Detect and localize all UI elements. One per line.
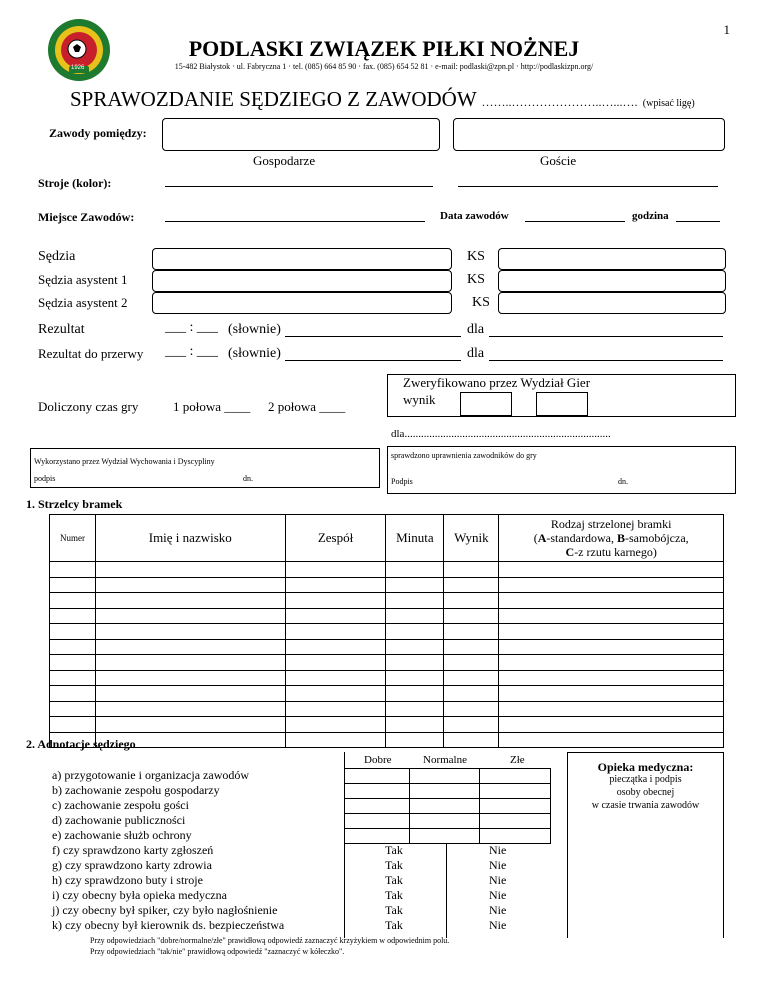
rating-row: [345, 769, 551, 784]
time-label: godzina: [632, 210, 669, 222]
table-cell[interactable]: [499, 562, 724, 578]
rating-cell[interactable]: [345, 769, 410, 784]
yes-option[interactable]: Tak: [385, 843, 403, 857]
note-item: h) czy sprawdzono buty i stroje: [52, 873, 203, 887]
table-cell[interactable]: [50, 624, 96, 640]
header-score: Wynik: [444, 515, 499, 562]
note-item: g) czy sprawdzono karty zdrowia: [52, 858, 212, 872]
table-cell[interactable]: [386, 577, 444, 593]
table-cell[interactable]: [285, 701, 386, 717]
result-score[interactable]: ___ : ___: [165, 320, 218, 335]
table-cell[interactable]: [285, 670, 386, 686]
table-cell[interactable]: [444, 593, 499, 609]
eligibility-sign: Podpis: [391, 477, 413, 486]
table-cell[interactable]: [386, 593, 444, 609]
assistant1-ks-field[interactable]: [498, 270, 726, 292]
kits-label: Stroje (kolor):: [38, 176, 112, 190]
rating-cell[interactable]: [409, 799, 480, 814]
yes-option[interactable]: Tak: [385, 873, 403, 887]
verified-line2: wynik: [403, 392, 436, 407]
referee-ks-field[interactable]: [498, 248, 726, 270]
table-cell[interactable]: [285, 732, 386, 748]
table-cell[interactable]: [444, 717, 499, 733]
no-option[interactable]: Nie: [489, 903, 507, 917]
note-item: a) przygotowanie i organizacja zawodów: [52, 768, 250, 782]
table-cell[interactable]: [285, 577, 386, 593]
rating-cell[interactable]: [345, 814, 410, 829]
half-result-for-label: dla: [467, 346, 485, 361]
report-title: [70, 87, 695, 112]
discipline-text: Wykorzystano przez Wydział Wychowania i Dyscypliny: [34, 457, 215, 466]
medical-line1: pieczątka i podpis: [609, 774, 682, 785]
table-cell[interactable]: [386, 701, 444, 717]
venue-label: Miejsce Zawodów:: [38, 210, 135, 224]
rating-row: [345, 799, 551, 814]
table-cell[interactable]: [444, 577, 499, 593]
table-cell[interactable]: [444, 562, 499, 578]
home-label: Gospodarze: [253, 153, 316, 168]
table-cell[interactable]: [285, 608, 386, 624]
table-cell[interactable]: [386, 655, 444, 671]
half-result-label: Rezultat do przerwy: [38, 346, 144, 361]
rating-cell[interactable]: [480, 799, 551, 814]
table-cell[interactable]: [499, 593, 724, 609]
table-cell[interactable]: [499, 732, 724, 748]
medical-line3: w czasie trwania zawodów: [591, 800, 700, 811]
discipline-dn: dn.: [243, 474, 253, 483]
assistant1-ks-label: KS: [467, 272, 485, 287]
home-team-field[interactable]: [162, 118, 440, 151]
note-item: c) zachowanie zespołu gości: [52, 798, 189, 812]
note-item: d) zachowanie publiczności: [52, 813, 186, 827]
table-cell[interactable]: [386, 562, 444, 578]
logo-text: [47, 18, 64, 19]
table-cell[interactable]: [95, 624, 285, 640]
table-cell[interactable]: [285, 562, 386, 578]
table-cell[interactable]: [95, 686, 285, 702]
home-kit-field[interactable]: [165, 186, 433, 187]
first-half-added[interactable]: 1 połowa ____: [173, 399, 251, 414]
table-cell[interactable]: [95, 655, 285, 671]
verified-score-home[interactable]: [460, 392, 512, 416]
table-row: [50, 577, 724, 593]
rating-row: [345, 814, 551, 829]
table-cell[interactable]: [386, 686, 444, 702]
table-cell[interactable]: [386, 639, 444, 655]
table-cell[interactable]: [444, 608, 499, 624]
scorers-section-title: 1. Strzelcy bramek: [26, 497, 123, 511]
rating-cell[interactable]: [480, 784, 551, 799]
table-cell[interactable]: [50, 686, 96, 702]
yes-option[interactable]: Tak: [385, 918, 403, 932]
goal-type-b: B: [617, 531, 626, 545]
table-cell[interactable]: [386, 608, 444, 624]
table-cell[interactable]: [285, 686, 386, 702]
table-cell[interactable]: [50, 655, 96, 671]
rating-cell[interactable]: [480, 829, 551, 844]
table-cell[interactable]: [50, 608, 96, 624]
yes-option[interactable]: Tak: [385, 858, 403, 872]
org-address: 15-482 Białystok · ul. Fabryczna 1 · tel. (085) 664 85 90 · fax. (085) 654 52 81 · e-mail: podlaski@zpn.pl · http://podlaskizpn.org/: [174, 62, 594, 71]
table-cell[interactable]: [50, 639, 96, 655]
assistant2-ks-field[interactable]: [498, 292, 726, 314]
medical-line2: osoby obecnej: [616, 787, 675, 798]
table-cell[interactable]: [50, 577, 96, 593]
header-name: Imię i nazwisko: [95, 515, 285, 562]
table-row: [50, 732, 724, 748]
table-cell[interactable]: [499, 577, 724, 593]
result-words-label: (słownie): [228, 322, 281, 337]
table-cell[interactable]: [386, 717, 444, 733]
table-cell[interactable]: [50, 562, 96, 578]
goal-type-paren: (: [533, 531, 538, 545]
table-row: [50, 670, 724, 686]
no-option[interactable]: Nie: [489, 858, 507, 872]
table-row: [50, 608, 724, 624]
table-cell[interactable]: [444, 639, 499, 655]
table-cell[interactable]: [95, 639, 285, 655]
eligibility-text: sprawdzono uprawnienia zawodników do gry: [391, 451, 537, 460]
header-goal-type: [499, 515, 724, 562]
away-kit-field[interactable]: [458, 186, 718, 187]
rating-cell[interactable]: [480, 814, 551, 829]
half-result-words-field[interactable]: [285, 360, 461, 361]
verified-for[interactable]: dla...........................................................................: [391, 428, 611, 440]
good-label: Dobre: [364, 754, 392, 766]
goal-type-a-desc: -standardowa,: [546, 531, 617, 545]
table-row: [50, 562, 724, 578]
note-item: i) czy obecny była opieka medyczna: [52, 888, 227, 902]
goal-type-c-desc: -z rzutu karnego): [574, 545, 657, 559]
table-cell[interactable]: [50, 701, 96, 717]
discipline-box: [30, 448, 380, 488]
note-item: k) czy obecny był kierownik ds. bezpieczeństwa: [52, 918, 285, 932]
verification-divider: [387, 416, 736, 417]
rating-cell[interactable]: [345, 799, 410, 814]
table-row: [50, 701, 724, 717]
discipline-sign: podpis: [34, 474, 56, 483]
table-cell[interactable]: [285, 639, 386, 655]
eligibility-dn: dn.: [618, 477, 628, 486]
table-cell[interactable]: [95, 593, 285, 609]
rating-row: [345, 784, 551, 799]
assistant2-ks-label: KS: [472, 295, 490, 310]
second-half-added[interactable]: 2 połowa ____: [268, 399, 346, 414]
half-result-words-label: (słownie): [228, 346, 281, 361]
page-number: 1: [723, 22, 730, 37]
org-name: PODLASKI ZWIĄZEK PIŁKI NOŻNEJ: [188, 36, 580, 61]
result-label: Rezultat: [38, 322, 85, 337]
note-item: b) zachowanie zespołu gospodarzy: [52, 783, 220, 797]
table-cell[interactable]: [50, 670, 96, 686]
table-cell[interactable]: [499, 686, 724, 702]
table-cell[interactable]: [499, 717, 724, 733]
table-cell[interactable]: [386, 732, 444, 748]
table-cell[interactable]: [50, 717, 96, 733]
bad-label: Złe: [510, 754, 525, 766]
table-cell[interactable]: [95, 608, 285, 624]
table-cell[interactable]: [386, 624, 444, 640]
table-cell[interactable]: [444, 670, 499, 686]
half-result-score[interactable]: ___ : ___: [165, 344, 218, 359]
table-cell[interactable]: [499, 639, 724, 655]
header-team: Zespół: [285, 515, 386, 562]
table-cell[interactable]: [95, 717, 285, 733]
table-cell[interactable]: [95, 701, 285, 717]
rating-cell[interactable]: [409, 784, 480, 799]
table-cell[interactable]: [444, 624, 499, 640]
table-cell[interactable]: [499, 608, 724, 624]
table-cell[interactable]: [95, 670, 285, 686]
table-cell[interactable]: [499, 701, 724, 717]
note-item: j) czy obecny był spiker, czy było nagłośnienie: [52, 903, 278, 917]
table-cell[interactable]: [95, 562, 285, 578]
date-field[interactable]: [525, 221, 625, 222]
assistant1-field[interactable]: [152, 270, 452, 292]
goal-type-c: C: [565, 545, 575, 559]
notes-footer1: Przy odpowiedziach "dobre/normalne/złe" prawidłową odpowiedź zaznaczyć krzyżykiem w odpowiednim polu.: [90, 936, 450, 945]
table-row: [50, 639, 724, 655]
table-row: [50, 624, 724, 640]
rating-grid: [344, 768, 551, 844]
referee-ks-label: KS: [467, 249, 485, 264]
yes-option[interactable]: Tak: [385, 888, 403, 902]
table-cell[interactable]: [285, 717, 386, 733]
no-option[interactable]: Nie: [489, 843, 507, 857]
result-words-field[interactable]: [285, 336, 461, 337]
table-cell[interactable]: [444, 655, 499, 671]
table-row: [50, 655, 724, 671]
header-number: Numer: [50, 515, 96, 562]
verified-line1: Zweryfikowano przez Wydział Gier: [403, 375, 591, 390]
assistant2-field[interactable]: [152, 292, 452, 314]
normal-label: Normalne: [423, 754, 467, 766]
goal-type-title: Rodzaj strzelonej bramki: [550, 517, 672, 531]
note-item: e) zachowanie służb ochrony: [52, 828, 192, 842]
no-option[interactable]: Nie: [489, 873, 507, 887]
logo-year: 1926: [71, 65, 85, 71]
medical-title: Opieka medyczna:: [597, 760, 694, 774]
verified-score-away[interactable]: [536, 392, 588, 416]
league-note: (wpisać ligę): [642, 98, 695, 109]
rating-cell[interactable]: [345, 829, 410, 844]
note-item: f) czy sprawdzono karty zgłoszeń: [52, 843, 214, 857]
table-cell[interactable]: [444, 732, 499, 748]
table-cell[interactable]: [285, 655, 386, 671]
date-label: Data zawodów: [440, 210, 509, 222]
result-for-field[interactable]: [489, 336, 723, 337]
goal-type-a: A: [537, 531, 547, 545]
no-option[interactable]: Nie: [489, 888, 507, 902]
table-row: [50, 686, 724, 702]
rating-cell[interactable]: [409, 769, 480, 784]
notes-section-title: 2. Adnotacje sędziego: [26, 737, 136, 751]
league-dots[interactable]: ……..…………………..…...….: [481, 95, 638, 109]
yes-no-divider: [446, 843, 447, 938]
table-row: [50, 717, 724, 733]
result-for-label: dla: [467, 322, 485, 337]
table-cell[interactable]: [285, 624, 386, 640]
table-cell[interactable]: [50, 593, 96, 609]
table-cell[interactable]: [386, 670, 444, 686]
table-row: [50, 593, 724, 609]
goal-type-b-desc: -samobójcza,: [625, 531, 689, 545]
table-cell[interactable]: [444, 701, 499, 717]
rating-cell[interactable]: [480, 769, 551, 784]
time-field[interactable]: [676, 221, 720, 222]
rating-row: [345, 829, 551, 844]
away-label: Goście: [540, 153, 577, 168]
notes-footer2: Przy odpowiedziach "tak/nie" prawidłową odpowiedź "zaznaczyć w kółeczko".: [90, 947, 345, 956]
table-cell[interactable]: [95, 577, 285, 593]
rating-grid-divider: [344, 843, 551, 844]
table-cell[interactable]: [499, 655, 724, 671]
no-option[interactable]: Nie: [489, 918, 507, 932]
rating-cell[interactable]: [409, 829, 480, 844]
half-result-for-field[interactable]: [489, 360, 723, 361]
away-team-field[interactable]: [453, 118, 725, 151]
referee-field[interactable]: [152, 248, 452, 270]
rating-cell[interactable]: [409, 814, 480, 829]
report-title-text: SPRAWOZDANIE SĘDZIEGO Z ZAWODÓW: [70, 87, 477, 111]
table-cell[interactable]: [499, 624, 724, 640]
assistant1-label: Sędzia asystent 1: [38, 272, 128, 287]
table-cell[interactable]: [499, 670, 724, 686]
match-label: Zawody pomiędzy:: [49, 126, 147, 140]
venue-field[interactable]: [165, 221, 425, 222]
referee-label: Sędzia: [38, 249, 76, 264]
header-minute: Minuta: [386, 515, 444, 562]
table-cell[interactable]: [444, 686, 499, 702]
added-time-label: Doliczony czas gry: [38, 399, 139, 414]
yes-option[interactable]: Tak: [385, 903, 403, 917]
assistant2-label: Sędzia asystent 2: [38, 295, 128, 310]
scorers-table: [49, 514, 724, 748]
table-cell[interactable]: [285, 593, 386, 609]
rating-cell[interactable]: [345, 784, 410, 799]
